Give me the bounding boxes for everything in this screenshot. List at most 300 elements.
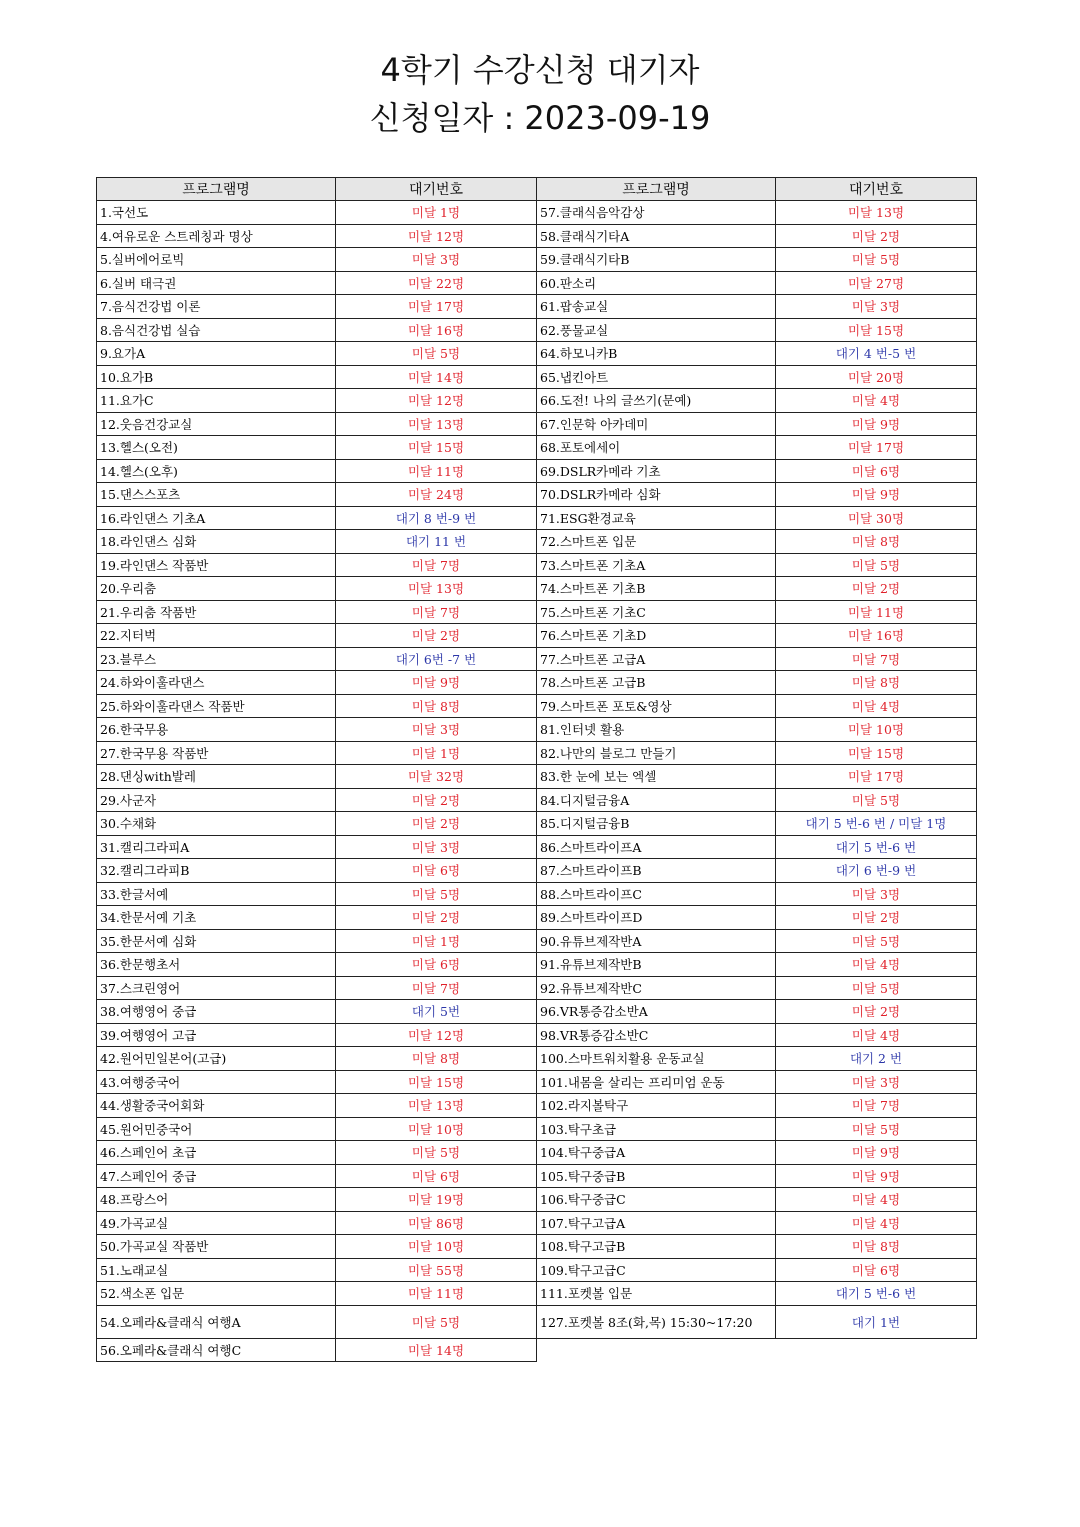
program-name-cell: 52.색소폰 입문 bbox=[97, 1282, 336, 1306]
table-row bbox=[97, 1164, 537, 1188]
table-row bbox=[97, 1211, 537, 1235]
table-row bbox=[97, 1023, 537, 1047]
table-row bbox=[97, 647, 537, 671]
wait-status-cell: 미달 20명 bbox=[776, 365, 977, 389]
page-title: 4학기 수강신청 대기자 bbox=[380, 51, 700, 89]
table-row bbox=[97, 1258, 537, 1282]
table-row bbox=[537, 1094, 977, 1118]
table-row bbox=[537, 788, 977, 812]
wait-status-cell: 미달 5명 bbox=[776, 1117, 977, 1141]
table-row bbox=[537, 412, 977, 436]
wait-status-cell: 미달 7명 bbox=[776, 1094, 977, 1118]
wait-status-cell: 미달 3명 bbox=[776, 295, 977, 319]
table-row bbox=[97, 1000, 537, 1024]
program-name-cell: 1.국선도 bbox=[97, 201, 336, 225]
table-row bbox=[97, 1094, 537, 1118]
table-row bbox=[97, 765, 537, 789]
table-row bbox=[97, 1338, 537, 1362]
table-row bbox=[537, 389, 977, 413]
table-row bbox=[97, 389, 537, 413]
table-row bbox=[537, 1070, 977, 1094]
wait-status-cell: 대기 5번 bbox=[336, 1000, 537, 1024]
table-row bbox=[537, 741, 977, 765]
wait-status-cell: 미달 2명 bbox=[776, 1000, 977, 1024]
table-row bbox=[537, 1235, 977, 1259]
wait-status-cell: 미달 24명 bbox=[336, 483, 537, 507]
program-name-cell: 78.스마트폰 고급B bbox=[537, 671, 776, 695]
wait-status-cell: 미달 9명 bbox=[776, 412, 977, 436]
table-row bbox=[537, 624, 977, 648]
wait-status-cell: 미달 2명 bbox=[776, 224, 977, 248]
program-name-cell: 16.라인댄스 기초A bbox=[97, 506, 336, 530]
program-name-cell: 12.웃음건강교실 bbox=[97, 412, 336, 436]
table-row bbox=[97, 224, 537, 248]
wait-status-cell: 미달 12명 bbox=[336, 389, 537, 413]
program-name-cell: 127.포켓볼 8조(화,목) 15:30~17:20 bbox=[537, 1305, 776, 1338]
wait-status-cell: 대기 5 번-6 번 bbox=[776, 835, 977, 859]
wait-status-cell: 미달 30명 bbox=[776, 506, 977, 530]
table-row bbox=[537, 859, 977, 883]
wait-status-cell: 대기 5 번-6 번 bbox=[776, 1282, 977, 1306]
table-row bbox=[97, 201, 537, 225]
table-row bbox=[537, 318, 977, 342]
table-row bbox=[537, 882, 977, 906]
program-name-cell: 92.유튜브제작반C bbox=[537, 976, 776, 1000]
table-row bbox=[97, 1141, 537, 1165]
table-row bbox=[537, 953, 977, 977]
program-name-cell: 14.헬스(오후) bbox=[97, 459, 336, 483]
table-row bbox=[537, 365, 977, 389]
wait-status-cell: 미달 13명 bbox=[336, 577, 537, 601]
table-row bbox=[97, 1047, 537, 1071]
program-name-cell: 33.한글서예 bbox=[97, 882, 336, 906]
wait-status-cell: 미달 4명 bbox=[776, 1023, 977, 1047]
program-name-cell: 106.탁구중급C bbox=[537, 1188, 776, 1212]
wait-status-cell: 미달 5명 bbox=[336, 882, 537, 906]
right-waitlist-table bbox=[536, 177, 977, 1339]
program-name-cell: 20.우리춤 bbox=[97, 577, 336, 601]
table-row bbox=[97, 530, 537, 554]
table-row bbox=[537, 1211, 977, 1235]
program-name-cell: 81.인터넷 활용 bbox=[537, 718, 776, 742]
wait-status-cell: 미달 6명 bbox=[336, 953, 537, 977]
program-name-cell: 57.클래식음악감상 bbox=[537, 201, 776, 225]
program-name-cell: 58.클래식기타A bbox=[537, 224, 776, 248]
table-row bbox=[537, 1023, 977, 1047]
table-row bbox=[537, 295, 977, 319]
wait-status-cell: 미달 55명 bbox=[336, 1258, 537, 1282]
wait-status-cell: 미달 8명 bbox=[336, 1047, 537, 1071]
wait-status-cell: 미달 11명 bbox=[336, 1282, 537, 1306]
program-name-cell: 13.헬스(오전) bbox=[97, 436, 336, 460]
table-row bbox=[537, 553, 977, 577]
program-name-cell: 102.라지볼탁구 bbox=[537, 1094, 776, 1118]
wait-status-cell: 대기 11 번 bbox=[336, 530, 537, 554]
table-row bbox=[537, 694, 977, 718]
table-row bbox=[97, 248, 537, 272]
program-name-cell: 68.포토에세이 bbox=[537, 436, 776, 460]
table-row bbox=[97, 553, 537, 577]
program-name-cell: 18.라인댄스 심화 bbox=[97, 530, 336, 554]
program-name-cell: 62.풍물교실 bbox=[537, 318, 776, 342]
program-name-cell: 65.냅킨아트 bbox=[537, 365, 776, 389]
table-row bbox=[537, 342, 977, 366]
wait-status-cell: 미달 13명 bbox=[336, 412, 537, 436]
program-name-cell: 30.수채화 bbox=[97, 812, 336, 836]
program-name-cell: 50.가곡교실 작품반 bbox=[97, 1235, 336, 1259]
program-name-cell: 108.탁구고급B bbox=[537, 1235, 776, 1259]
table-row bbox=[537, 1141, 977, 1165]
program-name-cell: 107.탁구고급A bbox=[537, 1211, 776, 1235]
table-row bbox=[537, 483, 977, 507]
wait-status-cell: 미달 2명 bbox=[776, 906, 977, 930]
program-name-cell: 24.하와이훌라댄스 bbox=[97, 671, 336, 695]
wait-status-cell: 미달 6명 bbox=[776, 1258, 977, 1282]
table-row bbox=[97, 1117, 537, 1141]
wait-status-cell: 미달 3명 bbox=[776, 1070, 977, 1094]
program-name-cell: 61.팝송교실 bbox=[537, 295, 776, 319]
table-row bbox=[97, 976, 537, 1000]
program-name-cell: 38.여행영어 중급 bbox=[97, 1000, 336, 1024]
program-name-cell: 111.포켓볼 입문 bbox=[537, 1282, 776, 1306]
wait-status-cell: 미달 10명 bbox=[776, 718, 977, 742]
left-waitlist-table bbox=[96, 177, 537, 1362]
program-name-cell: 23.블루스 bbox=[97, 647, 336, 671]
program-name-cell: 91.유튜브제작반B bbox=[537, 953, 776, 977]
table-row bbox=[97, 412, 537, 436]
table-row bbox=[97, 342, 537, 366]
program-name-cell: 25.하와이훌라댄스 작품반 bbox=[97, 694, 336, 718]
program-name-cell: 88.스마트라이프C bbox=[537, 882, 776, 906]
program-name-cell: 79.스마트폰 포토&영상 bbox=[537, 694, 776, 718]
program-name-cell: 67.인문학 아카데미 bbox=[537, 412, 776, 436]
wait-status-cell: 미달 5명 bbox=[776, 976, 977, 1000]
table-row bbox=[97, 812, 537, 836]
program-name-cell: 70.DSLR카메라 심화 bbox=[537, 483, 776, 507]
wait-status-cell: 미달 9명 bbox=[776, 483, 977, 507]
table-row bbox=[537, 577, 977, 601]
program-name-cell: 87.스마트라이프B bbox=[537, 859, 776, 883]
wait-status-cell: 미달 4명 bbox=[776, 953, 977, 977]
program-name-cell: 54.오페라&클래식 여행A bbox=[97, 1305, 336, 1338]
wait-status-cell: 미달 14명 bbox=[336, 1338, 537, 1362]
table-row bbox=[537, 671, 977, 695]
program-name-cell: 100.스마트워치활용 운동교실 bbox=[537, 1047, 776, 1071]
wait-status-cell: 미달 1명 bbox=[336, 741, 537, 765]
program-name-cell: 43.여행중국어 bbox=[97, 1070, 336, 1094]
table-row bbox=[97, 718, 537, 742]
table-row bbox=[97, 600, 537, 624]
program-name-cell: 85.디지털금융B bbox=[537, 812, 776, 836]
program-name-header: 프로그램명 bbox=[97, 178, 336, 201]
program-name-cell: 34.한문서예 기초 bbox=[97, 906, 336, 930]
table-row bbox=[97, 271, 537, 295]
table-header-row bbox=[97, 178, 537, 201]
table-row bbox=[537, 765, 977, 789]
program-name-cell: 6.실버 태극권 bbox=[97, 271, 336, 295]
wait-status-cell: 미달 2명 bbox=[776, 577, 977, 601]
wait-status-cell: 미달 15명 bbox=[776, 318, 977, 342]
program-name-cell: 28.댄싱with발레 bbox=[97, 765, 336, 789]
table-row bbox=[97, 483, 537, 507]
table-row bbox=[97, 788, 537, 812]
table-row bbox=[537, 530, 977, 554]
wait-status-cell: 미달 8명 bbox=[776, 671, 977, 695]
wait-status-cell: 미달 5명 bbox=[776, 929, 977, 953]
application-date: 신청일자 : 2023-09-19 bbox=[369, 99, 711, 137]
wait-status-cell: 미달 9명 bbox=[776, 1164, 977, 1188]
table-row bbox=[537, 929, 977, 953]
program-name-cell: 10.요가B bbox=[97, 365, 336, 389]
wait-status-cell: 미달 2명 bbox=[336, 812, 537, 836]
wait-status-cell: 미달 6명 bbox=[776, 459, 977, 483]
table-row bbox=[97, 318, 537, 342]
wait-status-cell: 미달 7명 bbox=[336, 553, 537, 577]
table-row bbox=[97, 929, 537, 953]
table-row bbox=[537, 835, 977, 859]
program-name-cell: 83.한 눈에 보는 엑셀 bbox=[537, 765, 776, 789]
wait-status-cell: 미달 3명 bbox=[336, 248, 537, 272]
program-name-cell: 26.한국무용 bbox=[97, 718, 336, 742]
wait-status-cell: 미달 4명 bbox=[776, 1188, 977, 1212]
wait-status-cell: 미달 12명 bbox=[336, 1023, 537, 1047]
wait-status-cell: 미달 7명 bbox=[336, 976, 537, 1000]
table-row bbox=[97, 1188, 537, 1212]
program-name-cell: 84.디지털금융A bbox=[537, 788, 776, 812]
wait-status-cell: 미달 86명 bbox=[336, 1211, 537, 1235]
table-row bbox=[97, 295, 537, 319]
wait-status-cell: 미달 32명 bbox=[336, 765, 537, 789]
table-row bbox=[537, 271, 977, 295]
table-row bbox=[97, 835, 537, 859]
wait-status-cell: 미달 4명 bbox=[776, 694, 977, 718]
wait-status-cell: 미달 2명 bbox=[336, 788, 537, 812]
wait-status-cell: 미달 14명 bbox=[336, 365, 537, 389]
program-name-header: 프로그램명 bbox=[537, 178, 776, 201]
program-name-cell: 105.탁구중급B bbox=[537, 1164, 776, 1188]
program-name-cell: 47.스페인어 중급 bbox=[97, 1164, 336, 1188]
table-row bbox=[97, 1235, 537, 1259]
table-row bbox=[537, 812, 977, 836]
wait-status-cell: 대기 4 번-5 번 bbox=[776, 342, 977, 366]
program-name-cell: 74.스마트폰 기초B bbox=[537, 577, 776, 601]
wait-status-cell: 미달 6명 bbox=[336, 859, 537, 883]
wait-status-cell: 미달 8명 bbox=[776, 1235, 977, 1259]
wait-status-cell: 미달 11명 bbox=[776, 600, 977, 624]
program-name-cell: 72.스마트폰 입문 bbox=[537, 530, 776, 554]
program-name-cell: 89.스마트라이프D bbox=[537, 906, 776, 930]
wait-status-cell: 미달 5명 bbox=[776, 248, 977, 272]
program-name-cell: 86.스마트라이프A bbox=[537, 835, 776, 859]
table-row bbox=[97, 741, 537, 765]
program-name-cell: 31.캘리그라피A bbox=[97, 835, 336, 859]
wait-status-cell: 미달 17명 bbox=[336, 295, 537, 319]
program-name-cell: 7.음식건강법 이론 bbox=[97, 295, 336, 319]
program-name-cell: 71.ESG환경교육 bbox=[537, 506, 776, 530]
program-name-cell: 32.캘리그라피B bbox=[97, 859, 336, 883]
table-row bbox=[97, 671, 537, 695]
table-row bbox=[537, 1047, 977, 1071]
program-name-cell: 96.VR통증감소반A bbox=[537, 1000, 776, 1024]
table-row bbox=[537, 201, 977, 225]
wait-status-cell: 미달 13명 bbox=[336, 1094, 537, 1118]
program-name-cell: 21.우리춤 작품반 bbox=[97, 600, 336, 624]
table-row bbox=[537, 1164, 977, 1188]
table-row bbox=[537, 647, 977, 671]
wait-status-cell: 미달 9명 bbox=[776, 1141, 977, 1165]
table-row bbox=[537, 506, 977, 530]
table-row bbox=[97, 577, 537, 601]
table-row bbox=[537, 1188, 977, 1212]
program-name-cell: 109.탁구고급C bbox=[537, 1258, 776, 1282]
wait-status-cell: 미달 4명 bbox=[776, 1211, 977, 1235]
program-name-cell: 8.음식건강법 실습 bbox=[97, 318, 336, 342]
table-row bbox=[97, 365, 537, 389]
table-row bbox=[537, 1282, 977, 1306]
table-row bbox=[97, 506, 537, 530]
program-name-cell: 36.한문행초서 bbox=[97, 953, 336, 977]
program-name-cell: 75.스마트폰 기초C bbox=[537, 600, 776, 624]
table-row bbox=[97, 1282, 537, 1306]
wait-status-cell: 미달 1명 bbox=[336, 929, 537, 953]
wait-status-cell: 대기 6 번-9 번 bbox=[776, 859, 977, 883]
program-name-cell: 5.실버에어로빅 bbox=[97, 248, 336, 272]
program-name-cell: 76.스마트폰 기초D bbox=[537, 624, 776, 648]
program-name-cell: 35.한문서예 심화 bbox=[97, 929, 336, 953]
table-row bbox=[97, 1070, 537, 1094]
wait-status-cell: 대기 6번 -7 번 bbox=[336, 647, 537, 671]
wait-status-cell: 미달 8명 bbox=[336, 694, 537, 718]
wait-status-cell: 미달 4명 bbox=[776, 389, 977, 413]
table-row bbox=[537, 224, 977, 248]
program-name-cell: 39.여행영어 고급 bbox=[97, 1023, 336, 1047]
table-row bbox=[537, 248, 977, 272]
program-name-cell: 64.하모니카B bbox=[537, 342, 776, 366]
wait-status-cell: 미달 2명 bbox=[336, 906, 537, 930]
wait-status-cell: 미달 11명 bbox=[336, 459, 537, 483]
wait-status-cell: 미달 12명 bbox=[336, 224, 537, 248]
wait-status-cell: 미달 5명 bbox=[776, 788, 977, 812]
table-row bbox=[97, 436, 537, 460]
wait-number-header: 대기번호 bbox=[336, 178, 537, 201]
wait-status-cell: 미달 3명 bbox=[336, 835, 537, 859]
program-name-cell: 22.지터벅 bbox=[97, 624, 336, 648]
program-name-cell: 66.도전! 나의 글쓰기(문예) bbox=[537, 389, 776, 413]
wait-status-cell: 미달 13명 bbox=[776, 201, 977, 225]
table-row bbox=[97, 906, 537, 930]
program-name-cell: 49.가곡교실 bbox=[97, 1211, 336, 1235]
program-name-cell: 90.유튜브제작반A bbox=[537, 929, 776, 953]
table-row bbox=[97, 1305, 537, 1338]
program-name-cell: 11.요가C bbox=[97, 389, 336, 413]
program-name-cell: 77.스마트폰 고급A bbox=[537, 647, 776, 671]
wait-status-cell: 미달 3명 bbox=[776, 882, 977, 906]
wait-status-cell: 미달 15명 bbox=[336, 436, 537, 460]
program-name-cell: 29.사군자 bbox=[97, 788, 336, 812]
table-row bbox=[97, 953, 537, 977]
wait-status-cell: 미달 19명 bbox=[336, 1188, 537, 1212]
wait-status-cell: 대기 8 번-9 번 bbox=[336, 506, 537, 530]
wait-status-cell: 대기 2 번 bbox=[776, 1047, 977, 1071]
program-name-cell: 73.스마트폰 기초A bbox=[537, 553, 776, 577]
program-name-cell: 104.탁구중급A bbox=[537, 1141, 776, 1165]
wait-status-cell: 미달 16명 bbox=[336, 318, 537, 342]
table-row bbox=[537, 600, 977, 624]
wait-status-cell: 미달 22명 bbox=[336, 271, 537, 295]
wait-status-cell: 미달 5명 bbox=[336, 1305, 537, 1338]
program-name-cell: 15.댄스스포츠 bbox=[97, 483, 336, 507]
wait-status-cell: 미달 5명 bbox=[336, 342, 537, 366]
table-row bbox=[97, 624, 537, 648]
wait-status-cell: 미달 10명 bbox=[336, 1235, 537, 1259]
table-row bbox=[97, 694, 537, 718]
wait-status-cell: 미달 5명 bbox=[336, 1141, 537, 1165]
table-row bbox=[537, 1258, 977, 1282]
wait-status-cell: 미달 7명 bbox=[336, 600, 537, 624]
program-name-cell: 42.원어민일본어(고급) bbox=[97, 1047, 336, 1071]
wait-status-cell: 미달 10명 bbox=[336, 1117, 537, 1141]
program-name-cell: 37.스크린영어 bbox=[97, 976, 336, 1000]
wait-status-cell: 미달 15명 bbox=[336, 1070, 537, 1094]
wait-status-cell: 미달 3명 bbox=[336, 718, 537, 742]
program-name-cell: 51.노래교실 bbox=[97, 1258, 336, 1282]
wait-status-cell: 미달 15명 bbox=[776, 741, 977, 765]
program-name-cell: 19.라인댄스 작품반 bbox=[97, 553, 336, 577]
table-row bbox=[97, 882, 537, 906]
table-row bbox=[537, 436, 977, 460]
program-name-cell: 69.DSLR카메라 기초 bbox=[537, 459, 776, 483]
wait-status-cell: 미달 27명 bbox=[776, 271, 977, 295]
program-name-cell: 98.VR통증감소반C bbox=[537, 1023, 776, 1047]
wait-status-cell: 미달 8명 bbox=[776, 530, 977, 554]
program-name-cell: 101.내몸을 살리는 프리미엄 운동 bbox=[537, 1070, 776, 1094]
wait-number-header: 대기번호 bbox=[776, 178, 977, 201]
table-row bbox=[97, 859, 537, 883]
wait-status-cell: 미달 9명 bbox=[336, 671, 537, 695]
wait-status-cell: 미달 17명 bbox=[776, 436, 977, 460]
wait-status-cell: 대기 5 번-6 번 / 미달 1명 bbox=[776, 812, 977, 836]
program-name-cell: 60.판소리 bbox=[537, 271, 776, 295]
program-name-cell: 82.나만의 블로그 만들기 bbox=[537, 741, 776, 765]
wait-status-cell: 미달 2명 bbox=[336, 624, 537, 648]
program-name-cell: 44.생활중국어회화 bbox=[97, 1094, 336, 1118]
table-row bbox=[537, 906, 977, 930]
wait-status-cell: 대기 1번 bbox=[776, 1305, 977, 1338]
wait-status-cell: 미달 7명 bbox=[776, 647, 977, 671]
wait-status-cell: 미달 5명 bbox=[776, 553, 977, 577]
table-row bbox=[537, 1000, 977, 1024]
program-name-cell: 27.한국무용 작품반 bbox=[97, 741, 336, 765]
wait-status-cell: 미달 6명 bbox=[336, 1164, 537, 1188]
table-row bbox=[537, 718, 977, 742]
table-row bbox=[537, 1305, 977, 1338]
table-row bbox=[537, 1117, 977, 1141]
table-header-row bbox=[537, 178, 977, 201]
table-row bbox=[97, 459, 537, 483]
wait-status-cell: 미달 16명 bbox=[776, 624, 977, 648]
program-name-cell: 9.요가A bbox=[97, 342, 336, 366]
program-name-cell: 59.클래식기타B bbox=[537, 248, 776, 272]
program-name-cell: 46.스페인어 초급 bbox=[97, 1141, 336, 1165]
program-name-cell: 4.여유로운 스트레칭과 명상 bbox=[97, 224, 336, 248]
program-name-cell: 45.원어민중국어 bbox=[97, 1117, 336, 1141]
program-name-cell: 56.오페라&클래식 여행C bbox=[97, 1338, 336, 1362]
table-row bbox=[537, 976, 977, 1000]
wait-status-cell: 미달 1명 bbox=[336, 201, 537, 225]
wait-status-cell: 미달 17명 bbox=[776, 765, 977, 789]
program-name-cell: 48.프랑스어 bbox=[97, 1188, 336, 1212]
table-row bbox=[537, 459, 977, 483]
